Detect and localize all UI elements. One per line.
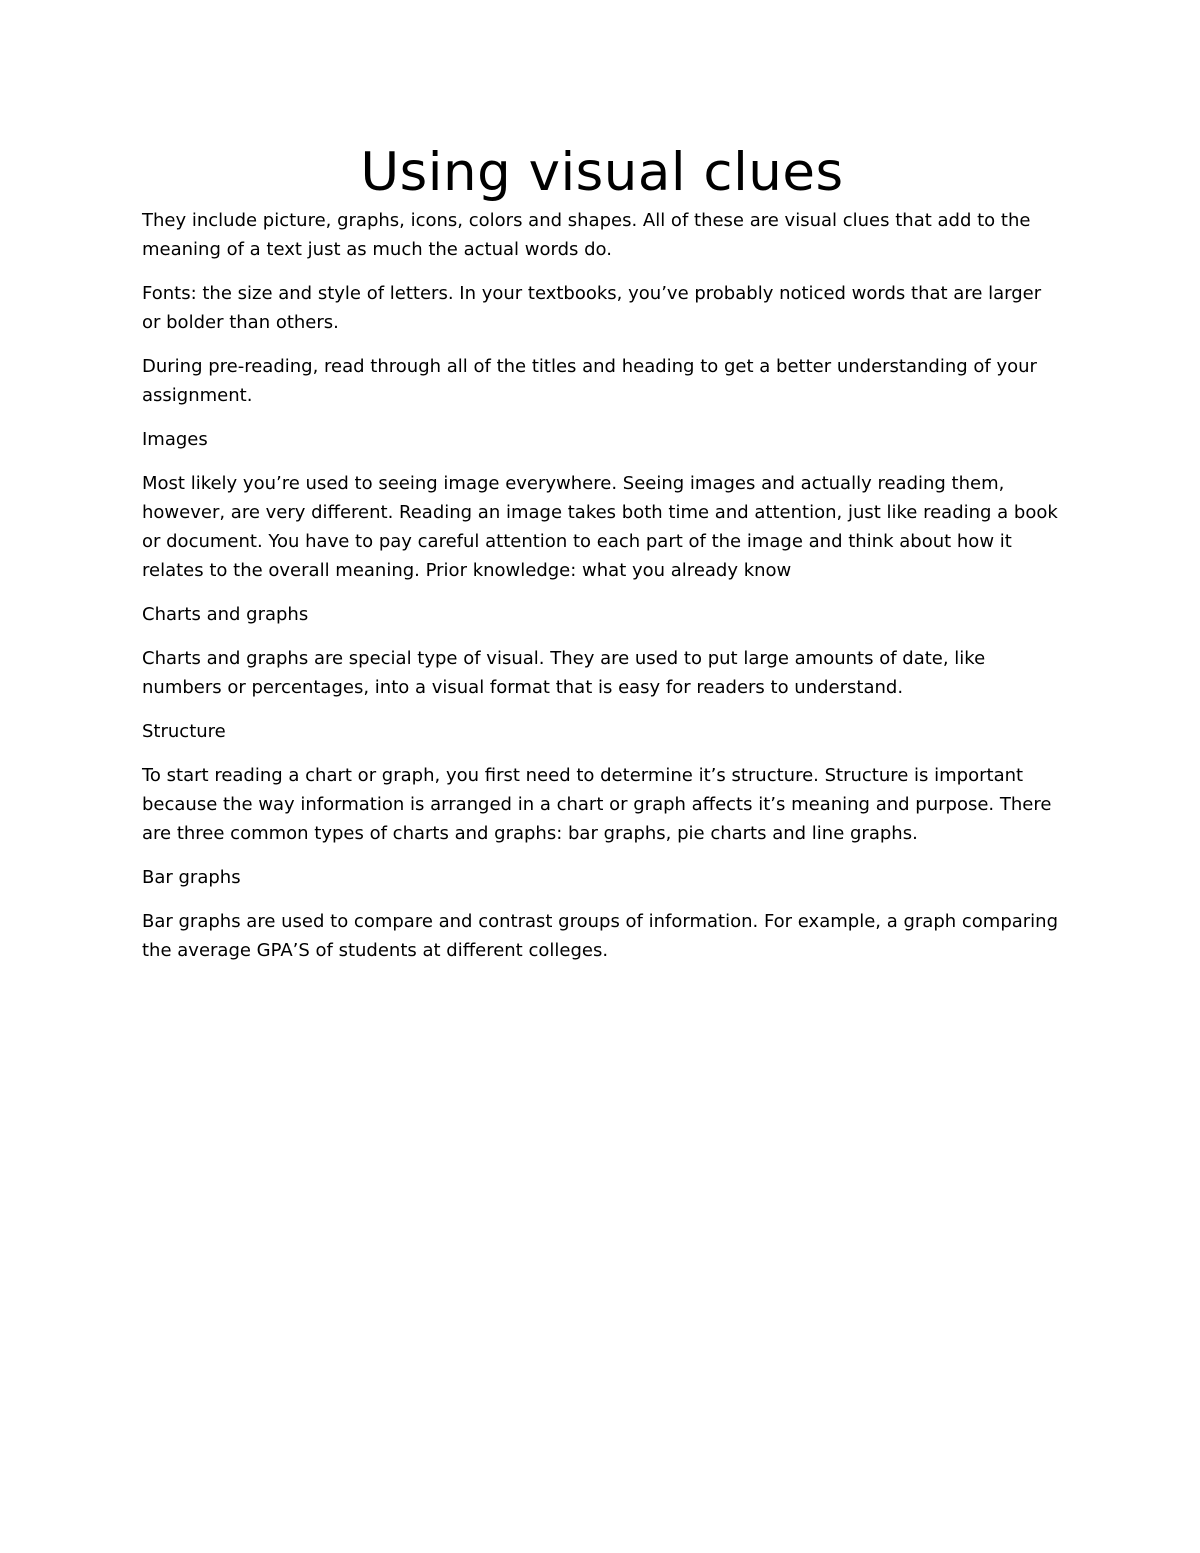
paragraph-pre-reading: During pre-reading, read through all of the titles and heading to get a better understanding of your assignment. — [142, 356, 1037, 406]
paragraph-structure: To start reading a chart or graph, you first need to determine it’s structure. Structure is important because the way information is arranged in a chart or graph affects it’s meaning and purpose. There are three common types of charts and graphs: bar graphs, pie charts and line graphs. — [142, 765, 1052, 844]
section-heading-charts-and-graphs: Charts and graphs — [142, 604, 309, 625]
paragraph-charts-and-graphs: Charts and graphs are special type of visual. They are used to put large amounts of date, like numbers or percentages, into a visual format that is easy for readers to understand. — [142, 648, 986, 698]
section-heading-images: Images — [142, 429, 208, 450]
section-heading-bar-graphs: Bar graphs — [142, 867, 241, 888]
paragraph-intro: They include picture, graphs, icons, colors and shapes. All of these are visual clues that add to the meaning of a text just as much the actual words do. — [142, 210, 1031, 260]
section-heading-structure: Structure — [142, 721, 226, 742]
paragraph-fonts: Fonts: the size and style of letters. In your textbooks, you’ve probably noticed words that are larger or bolder than others. — [142, 283, 1042, 333]
document-content — [142, 140, 1062, 980]
paragraph-bar-graphs: Bar graphs are used to compare and contrast groups of information. For example, a graph comparing the average GPA’S of students at different colleges. — [142, 911, 1059, 961]
document-title: Using visual clues — [360, 142, 844, 203]
paragraph-images: Most likely you’re used to seeing image everywhere. Seeing images and actually reading them, however, are very different. Reading an image takes both time and attention, just like reading a book or document. You have to pay careful attention to each part of the image and think about how it relates to the overall meaning. Prior knowledge: what you already know — [142, 473, 1058, 581]
